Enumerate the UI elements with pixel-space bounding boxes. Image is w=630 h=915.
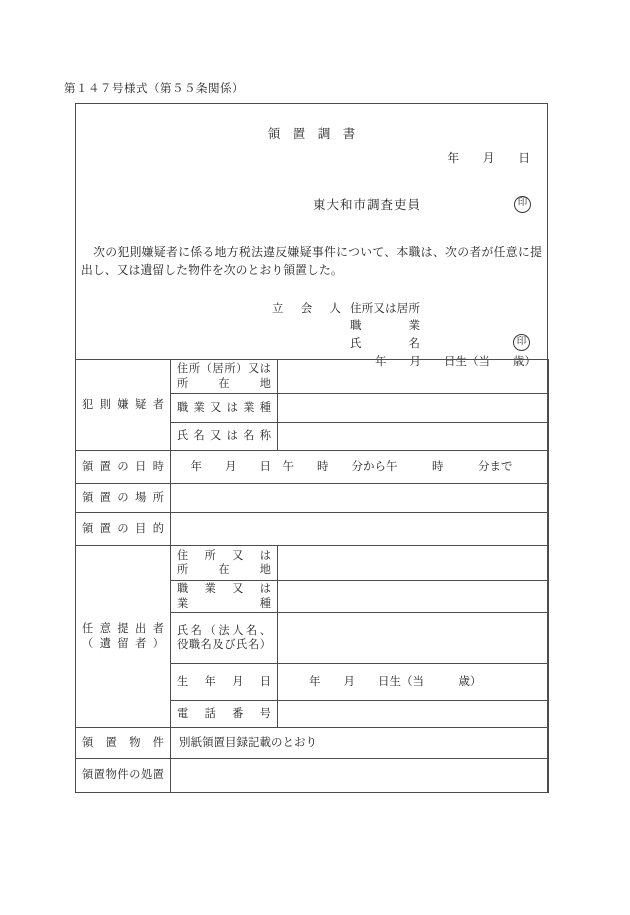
suspect-address-value <box>278 360 549 394</box>
witness-name-label: 氏名 <box>350 337 420 350</box>
submitter-birthdate-label: 生年月日 <box>171 664 278 701</box>
table-row <box>76 360 549 394</box>
retention-place-value <box>171 484 549 513</box>
retention-datetime-value: 年 月 日 午 時 分から午 時 分まで <box>171 451 549 484</box>
submitter-phone-value <box>278 701 549 728</box>
doc-title: 領 置 調 書 <box>267 127 356 141</box>
date-line: 年 月 日 <box>447 151 530 165</box>
document-box <box>75 103 548 793</box>
submitter-occupation-label: 職業又は 業種 <box>171 581 278 613</box>
submitter-address-label: 住所又は 所在地 <box>171 546 278 581</box>
retention-purpose-value <box>171 513 549 546</box>
retained-items-value: 別紙領置目録記載のとおり <box>171 728 549 759</box>
officer-title: 東大和市調査吏員 <box>313 198 422 212</box>
suspect-address-label: 住所（居所）又は 所在地 <box>171 360 278 394</box>
retention-table <box>75 359 549 793</box>
table-row <box>76 728 549 759</box>
submitter-label: 任意提出者 （遺留者） <box>76 546 171 728</box>
retained-items-label: 領置物件 <box>76 728 171 759</box>
submitter-name-label: 氏名（法人名、 役職名及び氏名） <box>171 613 278 664</box>
witness-name-line <box>76 334 547 352</box>
retention-purpose-label: 領置の目的 <box>76 513 171 546</box>
witness-occupation-label: 職業 <box>350 320 420 333</box>
items-disposition-value <box>171 759 549 793</box>
retention-place-label: 領置の場所 <box>76 484 171 513</box>
table-row <box>76 546 549 581</box>
suspect-name-label: 氏名又は名称 <box>171 423 278 451</box>
witness-occupation-line <box>76 317 547 335</box>
submitter-birthdate-value: 年 月 日生（当 歳） <box>278 664 549 701</box>
witness-birth-line: 年 月 日生（当 歳） <box>375 355 536 368</box>
table-row <box>76 484 549 513</box>
witness-seal-icon: 印 <box>513 334 530 351</box>
table-row <box>76 759 549 793</box>
table-row <box>76 513 549 546</box>
submitter-name-value <box>278 613 549 664</box>
witness-role-label: 立会人 <box>272 302 341 315</box>
submitter-address-value <box>278 546 549 581</box>
table-row <box>76 451 549 484</box>
suspect-name-value <box>278 423 549 451</box>
suspect-label: 犯則嫌疑者 <box>76 360 171 451</box>
submitter-occupation-value <box>278 581 549 613</box>
witness-address-line <box>76 299 547 317</box>
officer-seal-icon: 印 <box>514 196 531 213</box>
items-disposition-label: 領置物件の処置 <box>76 759 171 793</box>
retention-datetime-label: 領置の日時 <box>76 451 171 484</box>
body-paragraph: 次の犯則嫌疑者に係る地方税法違反嫌疑事件について、本職は、次の者が任意に提出し、又は遺留した物件を次のとおり領置した。 <box>81 245 542 277</box>
witness-address-label: 住所又は居所 <box>350 302 420 315</box>
officer-line <box>313 195 531 213</box>
suspect-occupation-label: 職業又は業種 <box>171 394 278 423</box>
submitter-phone-label: 電話番号 <box>171 701 278 728</box>
suspect-occupation-value <box>278 394 549 423</box>
form-number: 第１４７号様式（第５５条関係） <box>64 83 244 95</box>
